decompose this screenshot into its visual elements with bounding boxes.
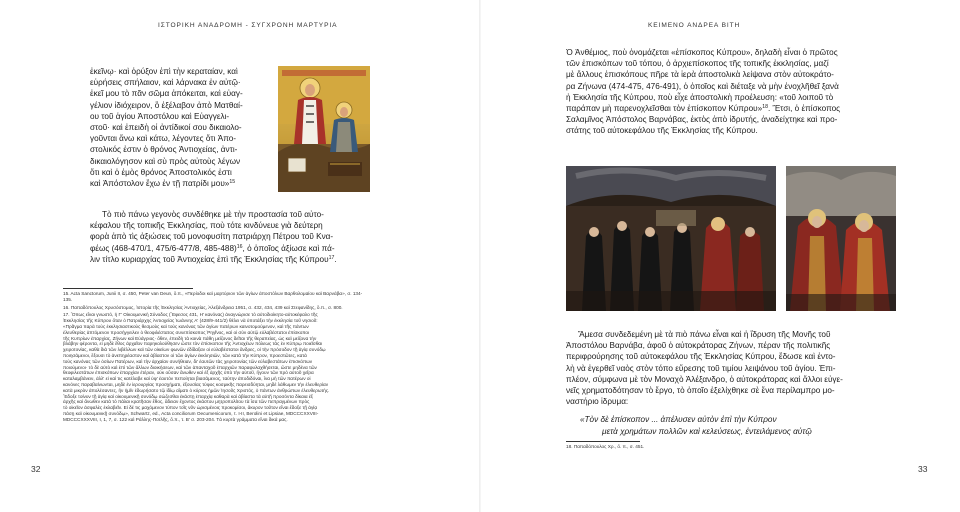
text-fragment: φέως (468-470/1, 475/6-477/8, 485-488)	[90, 243, 237, 253]
left-paragraph-1	[90, 66, 272, 189]
icon-illustration	[278, 66, 370, 192]
footnote-line: ἀρχῆς καὶ ἄνωθεν κατὰ τὸ πάλαι κρατῆσαν ἔθος, ἄδειαν ἔχοντος ἑκάστου μητροπολίτου τὰ ἴσα τῶν πεπραγμένων πρὸς	[63, 399, 310, 405]
footnote-line: τῆς Κυπρίων ἐπαρχίας, Ζήνων καὶ Εὐάγριος· ὅθεν, ἐπειδὴ τὰ κοινὰ πάθη μείζονος δεῖται τῆς θεραπείας, ὡς καὶ μείζονα τὴν	[63, 335, 317, 341]
footnote-line: «Πρᾶγμα παρὰ τοὺς ἐκκλησιαστικοὺς θεσμοὺς καὶ τοὺς κανόνας τῶν ἁγίων πατέρων καινοτομούμενον, καὶ τῆς πάντων	[63, 323, 309, 329]
text-line: ου τοῦ ἁγίου Ἀποστόλου καὶ Εὐαγγελι-	[90, 111, 230, 121]
text-line: στοῦ· καὶ ἐπειδὴ οἱ ἀντίδικοί σου δικαιολο-	[90, 123, 242, 133]
footnotes-left	[63, 291, 369, 423]
quote-line: μετὰ χρημάτων πολλῶν καὶ κελεύσεως, ἐντειλάμενος αὐτῷ	[602, 427, 812, 437]
text-line: ὅτι καὶ ὁ ἐμὸς θρόνος Ἀποστολικός ἐστι	[90, 167, 232, 177]
saint-icon-image	[278, 66, 370, 192]
text-fragment: . Ἔτσι, ὁ ἐπίσκοπος	[767, 104, 841, 114]
text-line: ἡ Ἐκκλησία τῆς Κύπρου, ποὺ εἶχε ἀποστολικὴ προέλευση: «τοῦ λοιποῦ τὸ	[566, 92, 834, 102]
quote-line: «Τὸν δὲ ἐπίσκοπον ... ἀπέλυσεν αὐτὸν ἐπὶ τὴν Κύπρον	[580, 415, 777, 424]
footnote-ref-17[interactable]: 17	[328, 254, 335, 261]
text-line: Τὸ πιὸ πάνω γεγονὸς συνδέθηκε μὲ τὴν προστασία τοῦ αὐτο-	[102, 210, 324, 219]
footnote-line: κατὰ μικρὸν ἀπολέσαντες, ἣν ἡμῖν ἐδωρήσατο τῷ ἰδίῳ αἵματι ὁ κύριος ἡμῶν Ἰησοῦς Χριστός, ὁ πάντων ἀνθρώπων ἐλευθερωτής.	[63, 387, 330, 393]
text-line: φορὰ ἀπὸ τὶς ἀξιώσεις τοῦ μονοφυσίτη πατριάρχη Πέτρου τοῦ Κνα-	[90, 232, 334, 242]
footnote-line: πάσῃ καὶ οἰκουμενικῇ συνόδῳ», Schwartz, ed., Acta conciliorum Oecumenicorum, τ. I-II, Berolini et Lipsiae, MDCCCXXVIII-	[63, 410, 319, 416]
text-line: πλέον, σύμφωνα μὲ τὸν Μοναχὸ Ἀλέξανδρο, ὁ αὐτοκράτορας καὶ ἄλλοι εὐγε-	[566, 374, 843, 384]
text-line: νεῖς χρηματοδότησαν τὸ ἔργο, τὸ ὁποῖο ἐξελίχθηκε σὲ ἕνα περίλαμπρο μο-	[566, 386, 835, 396]
text-line: λιν τίτλο κυριαρχίας τοῦ Ἀντιοχείας ἐπὶ τῆς Ἐκκλησίας τῆς Κύπρου$^{17}$.	[90, 254, 337, 264]
text-line: μὲ ἄλλους ἐπισκόπους πῆρε τὰ ἱερὰ ἀποστολικὰ λείψανα στὸν αὐτοκράτο-	[566, 70, 834, 80]
left-paragraph-2	[90, 209, 370, 265]
text-line: στάτης τοῦ αὐτοκεφάλου τῆς Ἐκκλησίας τῆς Κύπρου.	[566, 126, 758, 136]
page-number-right: 33	[918, 464, 928, 474]
footnote-line: βλάβην φέροντα, εἰ μηδὲ ἔθος ἀρχαῖον παρηκολούθησεν ὥστε τὸν ἐπίσκοπον τῆς Ἀντιοχέων πόλεως τὰς ἐν Κύπρῳ ποιεῖσθαι	[63, 341, 323, 347]
text-line: Ἀποστόλου Βαρνάβα, ἀφοῦ ὁ αὐτοκράτορας Ζήνων, πέραν τῆς πολιτικῆς	[566, 341, 831, 351]
fresco-photo-small	[786, 166, 896, 311]
text-line: στολικός ἐστιν ὁ θρόνος Ἀντιοχείας, ἀντι-	[90, 145, 238, 155]
footnote-line: MDCCCXXXVIII, I, 1, 7, σ. 122 καὶ Ράλλης-Ποτλῆς, ὅ.π., τ. Β' σ. 203-204. Τὰ κυρτὰ γράμματα εἶναι δικά μας.	[63, 416, 288, 422]
page-gutter	[479, 0, 481, 512]
page-number-left: 32	[31, 464, 41, 474]
footnote-line: χειροτονίας, καθὰ διὰ τῶν λιβέλλων καὶ τῶν οἰκείων φωνῶν ἐδίδαξαν οἱ εὐλαβέστατοι ἄνδρες, οἱ τὴν πρόσοδον τῇ ἁγίᾳ συνόδῳ	[63, 347, 326, 353]
text-line: ἐκεῖνῳ· καὶ ὀρύξον ἐπὶ τὴν κεραταίαν, καὶ	[90, 67, 238, 76]
fresco-photo-large	[566, 166, 776, 311]
footnote-17	[63, 312, 369, 422]
quote-block	[580, 414, 896, 438]
running-header-left: ΙΣΤΟΡΙΚΗ ΑΝΑΔΡΟΜΗ - ΣΥΓΧΡΟΝΗ ΜΑΡΤΥΡΙΑ	[158, 22, 338, 29]
text-fragment: , ὁ ὁποῖος ἀξίωσε καὶ πά-	[242, 243, 335, 253]
footnote-15: 15. Acta Sanctorum, Junii II, σ. 450, Peter van Deun, ὅ.π., «Περίοδοι καὶ μαρτύριον τῶν ἁγίων ἀποστόλων Βαρθολομαίου καὶ Βαρνάβα», σ. 134-135.	[63, 291, 363, 302]
text-line: Ἄμεσα συνδεδεμένη μὲ τὰ πιὸ πάνω εἶναι καὶ ἡ ἵδρυση τῆς Μονῆς τοῦ	[578, 330, 831, 339]
text-line: κέφαλου τῆς τοπικῆς Ἐκκλησίας, ποὺ τότε κινδύνευε γιὰ δεύτερη	[90, 221, 323, 231]
right-paragraph-1	[566, 47, 896, 137]
text-line: δικαιολόγησον καὶ σὺ πρὸς αὐτοὺς λέγων	[90, 156, 241, 166]
right-paragraph-2	[566, 329, 896, 407]
footnote-16: 16. Παπαδόπουλος Χρυσόστομος, Ἱστορία τῆς Ἐκκλησίας Ἀντιοχείας, Ἀλεξάνδρεια 1951, σ. 432, 434, 439 καὶ Στεφανίδης, ὅ.π., σ. 800.	[63, 304, 343, 310]
text-line: Σαλαμῖνος Ἀπόστολος Βαρνάβας, ἐκτὸς ἀπὸ ἱδρυτής, ἀναδείχτηκε καὶ προ-	[566, 115, 838, 125]
footnote-line: Ἐκκλησίας τῆς Κύπρου ὅταν ὁ Πατριάρχης Ἀντιοχείας Ἰωάννης Α' (428/9-441/2) θέλει νὰ ὑποτάξει τὴν ἐκκλησία τοῦ νησιοῦ:	[63, 318, 318, 324]
footnote-line: καταλαμβάνειν, ἀλλ' εἰ καί τις κατέλαβε καὶ ὑφ' ἑαυτὸν πεποίηται βιασάμενος, ταύτην ἀποδιδόναι, ἵνα μὴ τῶν πατέρων οἱ	[63, 376, 311, 382]
running-header-right: ΚΕΙΜΕΝΟ ΑΝΔΡΕΑ ΒΙΤΗ	[648, 22, 741, 29]
footnote-line: ποιούμενοι· τὸ δὲ αὐτὸ καὶ ἐπὶ τῶν ἄλλων διοικήσεων, καὶ τῶν ἁπανταχοῦ ἐπαρχιῶν παραφυλαχθήσεται, ὥστε μηδένα τῶν	[63, 364, 317, 370]
text-fragment: παράπαν μὴ παρενοχλεῖσθαι τὸν ἐπίσκοπον Κύπρου»	[566, 104, 763, 114]
text-line	[90, 178, 272, 189]
footnote-18: 18. Παπαδόπουλος Χρ., ὅ. π., σ. 451.	[566, 444, 645, 449]
footnote-ref-16[interactable]: 16	[236, 243, 243, 250]
footnote-line: Ἔδοξε τοίνυν τῇ ἁγίᾳ καὶ οἰκουμενικῇ συνόδῳ σώζεσθαι ἑκάστῃ ἐπαρχίᾳ καθαρὰ καὶ ἀβίαστα τὰ αὐτῇ προσόντα δίκαια ἐξ	[63, 393, 314, 399]
footnote-line: κανόνες παραβαίνωνται, μηδὲ ἐν ἱερουργίας προσχήματι, ἐξουσίας τύφος κοσμικῆς παρεισδύηται, μηδὲ λάθωμεν τὴν ἐλευθερίαν	[63, 381, 329, 387]
footnote-line: 17. Ὅπως εἶναι γνωστό, ἡ Γ' Οἰκουμενικὴ Σύνοδος (Ἔφεσος 431, Η' κανόνας) ἀναγνώρισε τὸ αὐτοδιοίκητο-αὐτοκέφαλο τῆς	[63, 312, 318, 318]
text-line: ναστήριο ἱδρυμα:	[566, 397, 629, 407]
text-line: περιφρούρησης τοῦ αὐτοκεφάλου τῆς Ἐκκλησίας Κύπρου, ἔδωσε καὶ ἐντο-	[566, 352, 836, 362]
text-line: ἐκεῖ μου τὸ πᾶν σῶμα ἀπόκειται, καὶ εὐαγ-	[90, 89, 243, 99]
footnote-line: τὸ οἰκεῖον ἀσφαλὲς ἐκλαβεῖν. Εἰ δέ τις μαχόμενον τύπον τοῖς νῦν ὡρισμένοις προκομίσοι, ἄκυρον τοῦτον εἶναι ἔδοξε τῇ ἁγίᾳ	[63, 405, 318, 411]
text-line: Ὁ Ἀνθέμιος, ποὺ ὀνομάζεται «ἐπίσκοπος Κύπρου», δηλαδὴ εἶναι ὁ πρῶτος	[566, 48, 838, 57]
footnote-line: θεοφιλεστάτων ἐπισκόπων ἐπαρχίαν ἑτέραν, οὐκ οὖσαν ἄνωθεν καὶ ἐξ ἀρχῆς ὑπὸ τὴν αὐτοῦ, ἤγουν τῶν πρὸ αὐτοῦ χεῖρα	[63, 370, 314, 376]
footnote-line: τοὺς κανόνας τῶν ὁσίων Πατέρων, καὶ τὴν ἀρχαίαν συνήθειαν, δι' ἑαυτῶν τὰς χειροτονίας τῶν εὐλαβεστάτων ἐπισκόπων	[63, 358, 313, 364]
fresco-image-large	[566, 166, 776, 311]
text-fragment: καὶ Ἀπόστολον ἔχω ἐν τῇ πατρίδι μου»	[90, 179, 230, 189]
footnote-rule-left	[63, 288, 193, 289]
footnote-ref-18[interactable]: 18	[762, 104, 768, 111]
fresco-image-small	[786, 166, 896, 311]
text-line: γοῦνται ἄνω καὶ κάτω, λέγοντες ὅτι Ἀπο-	[90, 134, 237, 144]
text-line: εὑρήσεις σπήλαιον, καὶ λάρνακα ἐν αὐτῷ·	[90, 78, 241, 88]
text-line: γέλιον ἰδιόχειρον, ὃ ἐξέλαβον ἀπὸ Ματθαί-	[90, 100, 243, 110]
footnote-rule-right	[566, 441, 640, 442]
text-fragment: λιν τίτλο κυριαρχίας τοῦ Ἀντιοχείας ἐπὶ τῆς Ἐκκλησίας τῆς Κύπρου	[90, 254, 329, 264]
text-line: τῶν ἐπισκόπων τοῦ τόπου, ὁ ἀρχιεπίσκοπος τῆς τοπικῆς ἐκκλησίας, μαζί	[566, 59, 829, 69]
footnote-ref-15[interactable]: 15	[229, 179, 236, 186]
text-line	[90, 243, 370, 254]
text-line: ρα Ζήνωνα (474-475, 476-491), ὁ ὁποῖος καὶ διέταξε νὰ μὴν ἐνοχλῆθεῖ ξανὰ	[566, 81, 839, 91]
text-line	[566, 103, 896, 114]
footnote-line: ποιησάμενοι, ἕξουσι τὸ ἀνεπηρέαστον καὶ ἀβίαστον οἱ τῶν ἁγίων ἐκκλησιῶν, τῶν κατὰ τὴν Κύπρον, προεστῶτες, κατὰ	[63, 352, 307, 358]
text-line: λὴ νὰ ἐγερθεῖ ναὸς στὸν τόπο εὕρεσης τοῦ τιμίου λειψάνου τοῦ ἁγίου. Ἐπι-	[566, 363, 836, 373]
footnote-line: ἐλευθερίας ἁπτόμενον προσήγγειλεν ὁ θεοφιλέστατος συνεπίσκοπος Ῥηγῖνος, καὶ οἱ σὺν αὐτῷ εὐλαβέστατοι ἐπίσκοποι	[63, 329, 310, 335]
